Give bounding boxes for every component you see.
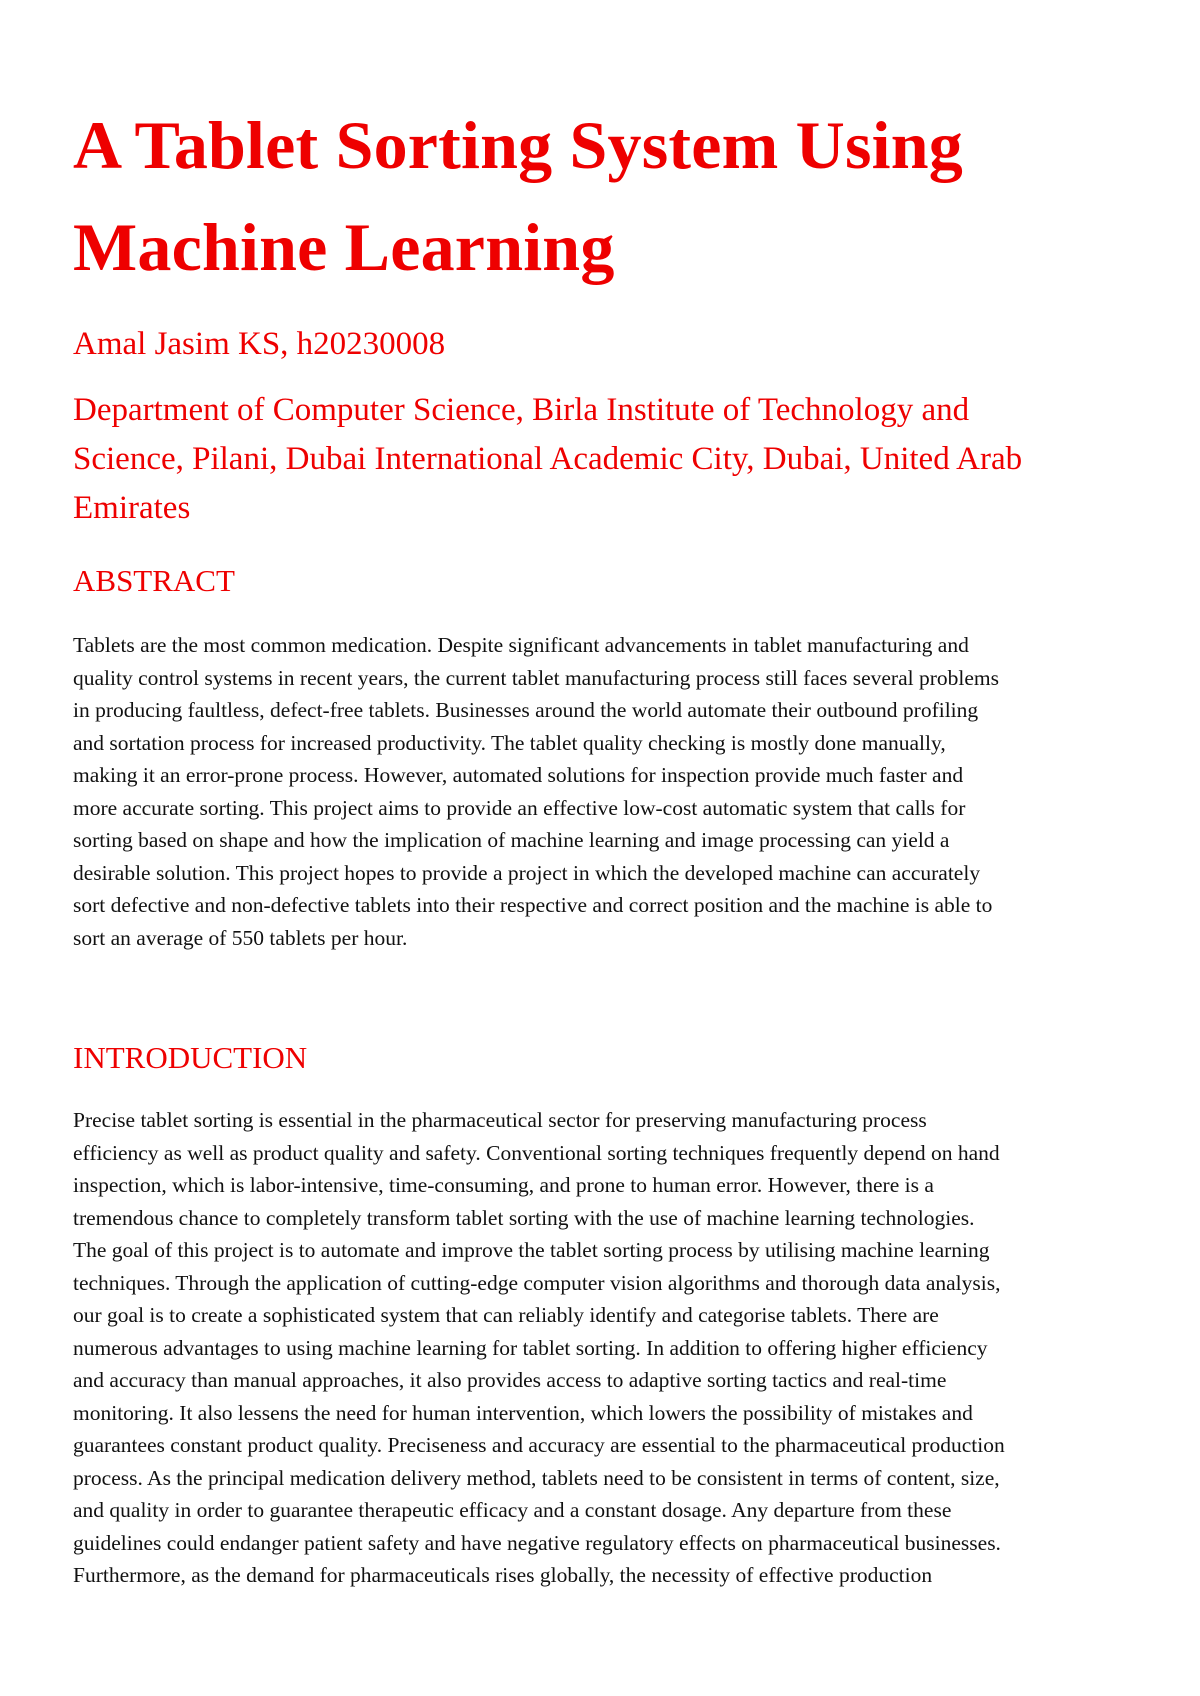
abstract-line: sort defective and non-defective tablets into their respective and correct position and the machine is able to <box>73 893 993 917</box>
abstract-paragraph <box>73 629 1138 954</box>
abstract-line: more accurate sorting. This project aims to provide an effective low-cost automatic system that calls for <box>73 795 966 820</box>
abstract-line: quality control systems in recent years, the current tablet manufacturing process still faces several problems <box>73 665 999 690</box>
introduction-line: and accuracy than manual approaches, it also provides access to adaptive sorting tactics and real-time <box>73 1368 947 1392</box>
introduction-line: tremendous chance to completely transform tablet sorting with the use of machine learning technologies. <box>73 1205 975 1230</box>
paper-title <box>73 94 1138 298</box>
introduction-line: guarantees constant product quality. Preciseness and accuracy are essential to the pharmaceutical production <box>73 1433 1005 1457</box>
introduction-line: Precise tablet sorting is essential in the pharmaceutical sector for preserving manufacturing process <box>73 1108 927 1132</box>
introduction-line: guidelines could endanger patient safety and have negative regulatory effects on pharmaceutical businesses. <box>73 1530 1001 1555</box>
affiliation <box>73 386 1138 533</box>
introduction-line: inspection, which is labor-intensive, time-consuming, and prone to human error. However, there is a <box>73 1173 934 1197</box>
affiliation-line: Department of Computer Science, Birla Institute of Technology and <box>73 392 970 428</box>
introduction-line: process. As the principal medication delivery method, tablets need to be consistent in terms of content, size, <box>73 1465 1000 1490</box>
introduction-line: numerous advantages to using machine learning for tablet sorting. In addition to offering higher efficiency <box>73 1335 988 1360</box>
introduction-line: and quality in order to guarantee therapeutic efficacy and a constant dosage. Any departure from these <box>73 1498 952 1522</box>
introduction-line: efficiency as well as product quality and safety. Conventional sorting techniques frequently depend on hand <box>73 1140 1000 1165</box>
abstract-heading: ABSTRACT <box>73 563 235 598</box>
title-line: A Tablet Sorting System Using <box>73 107 963 183</box>
author-line: Amal Jasim KS, h20230008 <box>73 326 446 362</box>
document-page <box>73 94 1138 1592</box>
introduction-line: our goal is to create a sophisticated system that can reliably identify and categorise tablets. There are <box>73 1303 939 1327</box>
abstract-line: desirable solution. This project hopes to provide a project in which the developed machine can accurately <box>73 860 981 885</box>
abstract-line: sorting based on shape and how the implication of machine learning and image processing can yield a <box>73 828 950 852</box>
introduction-paragraph <box>73 1104 1138 1592</box>
affiliation-line: Science, Pilani, Dubai International Academic City, Dubai, United Arab <box>73 441 1023 477</box>
introduction-heading: INTRODUCTION <box>73 1040 308 1075</box>
affiliation-line: Emirates <box>73 490 191 526</box>
abstract-line: and sortation process for increased productivity. The tablet quality checking is mostly done manually, <box>73 730 946 755</box>
title-line: Machine Learning <box>73 209 615 285</box>
abstract-line: making it an error-prone process. However, automated solutions for inspection provide much faster and <box>73 763 964 787</box>
introduction-line: Furthermore, as the demand for pharmaceuticals rises globally, the necessity of effective production <box>73 1563 933 1587</box>
introduction-line: monitoring. It also lessens the need for human intervention, which lowers the possibility of mistakes and <box>73 1400 973 1425</box>
abstract-line: sort an average of 550 tablets per hour. <box>73 925 408 950</box>
introduction-line: The goal of this project is to automate and improve the tablet sorting process by utilising machine learning <box>73 1238 990 1262</box>
abstract-line: Tablets are the most common medication. Despite significant advancements in tablet manufacturing and <box>73 633 969 657</box>
introduction-line: techniques. Through the application of cutting-edge computer vision algorithms and thorough data analysis, <box>73 1270 1001 1295</box>
abstract-line: in producing faultless, defect-free tablets. Businesses around the world automate their outbound profiling <box>73 698 979 722</box>
